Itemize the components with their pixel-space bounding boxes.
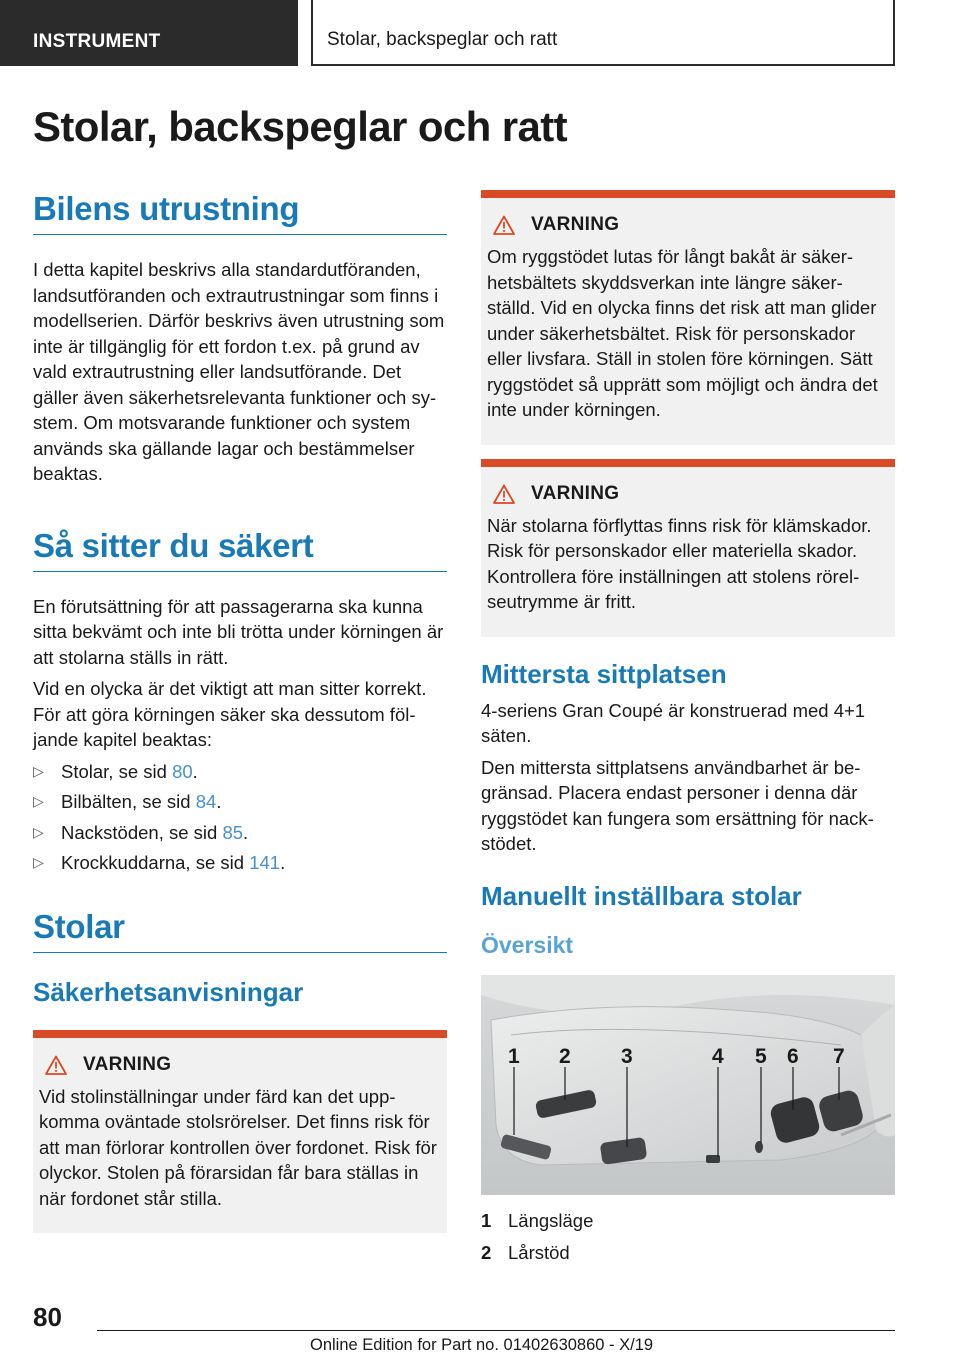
warning-label: VARNING bbox=[83, 1053, 172, 1075]
list-item: ▷ Krockkuddarna, se sid 141. bbox=[33, 850, 447, 876]
seat-controls-photo bbox=[481, 975, 895, 1195]
page-link[interactable]: 141 bbox=[249, 852, 281, 873]
warning-text: Vid stolinställningar under färd kan det upp‐ komma oväntade stolsrörelser. Det finns risk för att man förlorar kontrollen över fordonet. Risk för olyckor. Stolen på förarsidan får bara ställas in när fordonet står stilla. bbox=[39, 1085, 437, 1209]
warning-triangle-icon bbox=[493, 215, 515, 235]
caption-number: 2 bbox=[481, 1241, 492, 1263]
section-tab: INSTRUMENT bbox=[0, 0, 298, 66]
warning-triangle-icon bbox=[493, 484, 515, 504]
warning-box bbox=[33, 1030, 447, 1234]
footer-divider bbox=[97, 1330, 895, 1331]
heading-bilens-utrustning: Bilens utrustning bbox=[33, 190, 447, 235]
heading-oversikt: Översikt bbox=[481, 931, 574, 958]
left-column bbox=[33, 190, 447, 1233]
caption-item bbox=[481, 1205, 895, 1237]
page-link[interactable]: 84 bbox=[195, 791, 217, 812]
warning-text: När stolarna förflyttas finns risk för klämskador. Risk för personskador eller materiella skador. Kontrollera före inställningen att stolens rörel‐ seutrymme är fritt. bbox=[487, 514, 872, 612]
sakert-paragraph-2: Vid en olycka är det viktigt att man sitter korrekt. För att göra körningen säker ska dessutom föl‐ jande kapitel beaktas: bbox=[33, 678, 427, 750]
mittersta-paragraph-2: Den mittersta sittplatsens användbarhet är be‐ gränsad. Placera endast personer i denna där ryggstödet kan fungera som ersättning för nack‐ stödet. bbox=[481, 756, 874, 854]
page-title: Stolar, backspeglar och ratt bbox=[33, 103, 568, 150]
warning-box bbox=[481, 190, 895, 445]
callout-label: 1 bbox=[508, 1044, 520, 1068]
edition-text: Online Edition for Part no. 01402630860 - X/19 bbox=[310, 1336, 654, 1354]
heading-sakerhetsanvisningar: Säkerhetsanvisningar bbox=[33, 976, 304, 1007]
callout-label: 2 bbox=[559, 1044, 571, 1068]
callout-label: 4 bbox=[712, 1044, 724, 1068]
list-item: ▷ Nackstöden, se sid 85. bbox=[33, 820, 447, 846]
heading-manuellt-installbara-stolar: Manuellt inställbara stolar bbox=[481, 880, 802, 911]
warning-label: VARNING bbox=[531, 482, 620, 504]
caption-item bbox=[481, 1237, 895, 1269]
heading-mittersta-sittplatsen: Mittersta sittplatsen bbox=[481, 658, 727, 689]
caption-list bbox=[481, 1205, 895, 1269]
seat-illustration bbox=[481, 975, 895, 1195]
caption-label: Längsläge bbox=[508, 1209, 594, 1231]
reference-list bbox=[33, 759, 447, 876]
heading-stolar: Stolar bbox=[33, 908, 447, 953]
right-column bbox=[481, 190, 895, 1269]
caption-number: 1 bbox=[481, 1209, 492, 1231]
page-number: 80 bbox=[33, 1302, 62, 1332]
list-item: ▷ Bilbälten, se sid 84. bbox=[33, 789, 447, 815]
triangle-bullet-icon: ▷ bbox=[33, 793, 44, 809]
callout-label: 5 bbox=[755, 1044, 767, 1068]
callout-label: 6 bbox=[787, 1044, 799, 1068]
page-link[interactable]: 85 bbox=[222, 821, 244, 843]
triangle-bullet-icon: ▷ bbox=[33, 762, 44, 779]
chapter-tab: Stolar, backspeglar och ratt bbox=[311, 0, 895, 66]
bilens-utrustning-text: I detta kapitel beskrivs alla standardutföranden, landsutföranden och extrautrustningar som finns i modellserien. Därför beskrivs även utrustning som inte är tillgänglig för ett fordon t.ex. på grund av vald extrautrustning eller landsutförande. Det gäller även säkerhetsrelevanta funktioner och sy‐ stem. Om motsvarande funktioner och system används ska gällande lagar och bestämmelser beaktas. bbox=[33, 259, 445, 484]
warning-triangle-icon bbox=[45, 1055, 67, 1075]
caption-label: Lårstöd bbox=[508, 1241, 570, 1263]
page-link[interactable]: 80 bbox=[172, 760, 193, 782]
sakert-paragraph-1: En förutsättning för att passagerarna ska kunna sitta bekvämt och inte bli trötta under körningen är att stolarna ställs in rätt. bbox=[33, 595, 444, 668]
callout-label: 3 bbox=[621, 1044, 633, 1068]
warning-text: Om ryggstödet lutas för långt bakåt är säker‐ hetsbältets skyddsverkan inte längre säker‐ ställd. Vid en olycka finns det risk att man glider under säkerhetsbältet. Risk för personskador eller livsfara. Ställ in stolen före körningen. Sätt ryggstödet så upprätt som möjligt och ändra det inte under körningen. bbox=[487, 246, 878, 420]
heading-sa-sitter-du-sakert: Så sitter du säkert bbox=[33, 527, 447, 572]
callout-label: 7 bbox=[833, 1044, 845, 1068]
mittersta-paragraph-1: 4-seriens Gran Coupé är konstruerad med 4+1 säten. bbox=[481, 699, 866, 746]
warning-box bbox=[481, 459, 895, 637]
warning-label: VARNING bbox=[531, 214, 620, 235]
list-item: ▷ Stolar, se sid 80. bbox=[33, 759, 447, 785]
page-header bbox=[0, 0, 960, 66]
triangle-bullet-icon: ▷ bbox=[33, 854, 44, 870]
triangle-bullet-icon: ▷ bbox=[33, 823, 44, 840]
